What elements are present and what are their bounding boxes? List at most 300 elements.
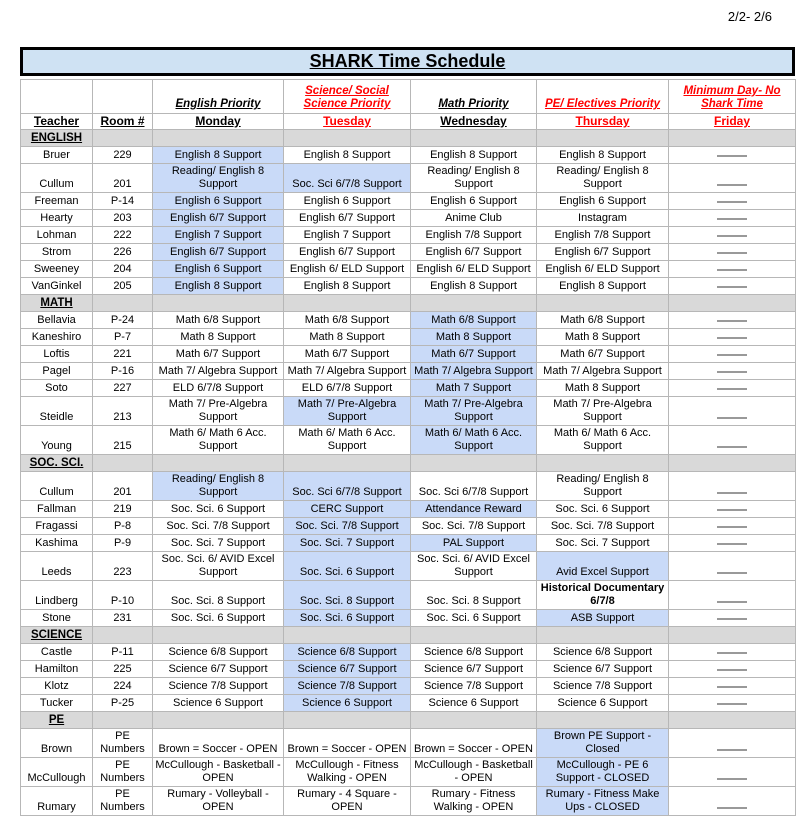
friday-cell bbox=[669, 472, 796, 501]
room-number: 221 bbox=[93, 346, 153, 363]
schedule-cell: Math 6/ Math 6 Acc. Support bbox=[537, 426, 669, 455]
teacher-column-header: Teacher bbox=[21, 114, 93, 130]
priority-header: Science/ Social Science Priority bbox=[284, 80, 411, 114]
schedule-row bbox=[21, 363, 796, 380]
schedule-cell: English 6/7 Support bbox=[284, 210, 411, 227]
schedule-cell: Math 7/ Pre-Algebra Support bbox=[537, 397, 669, 426]
section-name: MATH bbox=[21, 295, 93, 312]
room-number: 231 bbox=[93, 610, 153, 627]
teacher-name: Hamilton bbox=[21, 661, 93, 678]
friday-cell bbox=[669, 278, 796, 295]
schedule-cell: Science 6 Support bbox=[411, 695, 537, 712]
schedule-row bbox=[21, 695, 796, 712]
schedule-cell: Soc. Sci. 6 Support bbox=[411, 610, 537, 627]
schedule-cell: Science 6/7 Support bbox=[411, 661, 537, 678]
schedule-sheet bbox=[20, 47, 795, 816]
friday-blank-line bbox=[717, 523, 747, 528]
teacher-name: Bellavia bbox=[21, 312, 93, 329]
priority-header: Minimum Day- No Shark Time bbox=[669, 80, 796, 114]
schedule-cell: Brown PE Support - Closed bbox=[537, 729, 669, 758]
schedule-cell: PAL Support bbox=[411, 535, 537, 552]
schedule-cell: English 8 Support bbox=[284, 278, 411, 295]
friday-blank-line bbox=[717, 414, 747, 419]
section-empty-cell bbox=[284, 627, 411, 644]
friday-cell bbox=[669, 244, 796, 261]
friday-cell bbox=[669, 210, 796, 227]
friday-blank-line bbox=[717, 283, 747, 288]
schedule-title: SHARK Time Schedule bbox=[309, 51, 506, 71]
friday-cell bbox=[669, 535, 796, 552]
teacher-name: McCullough bbox=[21, 758, 93, 787]
schedule-row bbox=[21, 472, 796, 501]
day-header: Thursday bbox=[537, 114, 669, 130]
schedule-row bbox=[21, 312, 796, 329]
section-header-row bbox=[21, 627, 796, 644]
schedule-cell: McCullough - Basketball - OPEN bbox=[411, 758, 537, 787]
room-number: PE Numbers bbox=[93, 758, 153, 787]
teacher-name: Loftis bbox=[21, 346, 93, 363]
priority-header-row bbox=[21, 80, 796, 114]
schedule-cell: English 8 Support bbox=[284, 147, 411, 164]
schedule-row bbox=[21, 244, 796, 261]
schedule-cell: Brown = Soccer - OPEN bbox=[284, 729, 411, 758]
schedule-cell: Rumary - Volleyball - OPEN bbox=[153, 787, 284, 816]
schedule-cell: Math 6/8 Support bbox=[537, 312, 669, 329]
section-empty-cell bbox=[669, 627, 796, 644]
friday-cell bbox=[669, 552, 796, 581]
room-number: 219 bbox=[93, 501, 153, 518]
schedule-cell: Soc. Sci. 7/8 Support bbox=[411, 518, 537, 535]
schedule-row bbox=[21, 581, 796, 610]
schedule-cell: Science 6/7 Support bbox=[284, 661, 411, 678]
teacher-name: Young bbox=[21, 426, 93, 455]
section-empty-cell bbox=[411, 455, 537, 472]
schedule-row bbox=[21, 380, 796, 397]
friday-cell bbox=[669, 610, 796, 627]
schedule-cell: English 8 Support bbox=[153, 147, 284, 164]
room-number: P-8 bbox=[93, 518, 153, 535]
schedule-cell: English 8 Support bbox=[537, 147, 669, 164]
section-empty-cell bbox=[284, 130, 411, 147]
schedule-cell: Soc. Sci. 7 Support bbox=[153, 535, 284, 552]
teacher-name: Kashima bbox=[21, 535, 93, 552]
schedule-cell: Reading/ English 8 Support bbox=[153, 472, 284, 501]
day-header: Monday bbox=[153, 114, 284, 130]
section-empty-cell bbox=[93, 712, 153, 729]
schedule-cell: Math 6/7 Support bbox=[537, 346, 669, 363]
schedule-cell: ELD 6/7/8 Support bbox=[153, 380, 284, 397]
schedule-cell: English 6 Support bbox=[411, 193, 537, 210]
schedule-cell: Soc. Sci. 7 Support bbox=[284, 535, 411, 552]
teacher-name: Tucker bbox=[21, 695, 93, 712]
friday-cell bbox=[669, 227, 796, 244]
friday-cell bbox=[669, 261, 796, 278]
teacher-name: Brown bbox=[21, 729, 93, 758]
schedule-cell: Soc. Sci. 8 Support bbox=[153, 581, 284, 610]
schedule-cell: Reading/ English 8 Support bbox=[537, 472, 669, 501]
section-empty-cell bbox=[669, 130, 796, 147]
schedule-cell: Reading/ English 8 Support bbox=[537, 164, 669, 193]
schedule-row bbox=[21, 147, 796, 164]
schedule-row bbox=[21, 644, 796, 661]
schedule-cell: English 7 Support bbox=[284, 227, 411, 244]
schedule-cell: Anime Club bbox=[411, 210, 537, 227]
friday-blank-line bbox=[717, 666, 747, 671]
friday-blank-line bbox=[717, 152, 747, 157]
schedule-cell: Soc. Sci. 8 Support bbox=[284, 581, 411, 610]
schedule-cell: Reading/ English 8 Support bbox=[411, 164, 537, 193]
section-empty-cell bbox=[153, 295, 284, 312]
friday-blank-line bbox=[717, 506, 747, 511]
schedule-row bbox=[21, 210, 796, 227]
schedule-cell: Science 6/7 Support bbox=[153, 661, 284, 678]
room-number: P-14 bbox=[93, 193, 153, 210]
teacher-name: Stone bbox=[21, 610, 93, 627]
friday-blank-line bbox=[717, 249, 747, 254]
schedule-cell: Soc. Sci. 6/ AVID Excel Support bbox=[153, 552, 284, 581]
schedule-cell: Avid Excel Support bbox=[537, 552, 669, 581]
schedule-cell: Science 6/8 Support bbox=[411, 644, 537, 661]
section-header-row bbox=[21, 130, 796, 147]
schedule-row bbox=[21, 535, 796, 552]
schedule-cell: English 6 Support bbox=[153, 193, 284, 210]
schedule-cell: Historical Documentary 6/7/8 bbox=[537, 581, 669, 610]
schedule-cell: Soc. Sci. 8 Support bbox=[411, 581, 537, 610]
schedule-cell: Rumary - Fitness Walking - OPEN bbox=[411, 787, 537, 816]
friday-blank-line bbox=[717, 700, 747, 705]
schedule-cell: Math 8 Support bbox=[537, 329, 669, 346]
room-number: 227 bbox=[93, 380, 153, 397]
friday-cell bbox=[669, 501, 796, 518]
teacher-name: Cullum bbox=[21, 164, 93, 193]
schedule-cell: English 8 Support bbox=[153, 278, 284, 295]
section-empty-cell bbox=[669, 712, 796, 729]
teacher-name: Lindberg bbox=[21, 581, 93, 610]
schedule-cell: Soc. Sci. 6 Support bbox=[153, 610, 284, 627]
schedule-cell: Math 6/7 Support bbox=[153, 346, 284, 363]
priority-header: PE/ Electives Priority bbox=[537, 80, 669, 114]
section-empty-cell bbox=[537, 712, 669, 729]
section-empty-cell bbox=[537, 295, 669, 312]
section-empty-cell bbox=[284, 712, 411, 729]
schedule-cell: English 8 Support bbox=[411, 147, 537, 164]
empty-header-cell bbox=[21, 80, 93, 114]
teacher-name: Klotz bbox=[21, 678, 93, 695]
schedule-cell: CERC Support bbox=[284, 501, 411, 518]
friday-cell bbox=[669, 729, 796, 758]
schedule-cell: Science 7/8 Support bbox=[284, 678, 411, 695]
section-empty-cell bbox=[153, 712, 284, 729]
schedule-row bbox=[21, 227, 796, 244]
schedule-cell: Soc. Sci. 7/8 Support bbox=[537, 518, 669, 535]
section-empty-cell bbox=[411, 712, 537, 729]
schedule-cell: English 6/7 Support bbox=[153, 244, 284, 261]
teacher-name: Kaneshiro bbox=[21, 329, 93, 346]
section-empty-cell bbox=[284, 455, 411, 472]
priority-header: English Priority bbox=[153, 80, 284, 114]
schedule-cell: Math 6/8 Support bbox=[284, 312, 411, 329]
schedule-table-body bbox=[21, 80, 796, 816]
schedule-title-bar bbox=[20, 47, 795, 76]
schedule-cell: Science 6 Support bbox=[153, 695, 284, 712]
teacher-name: Cullum bbox=[21, 472, 93, 501]
schedule-cell: McCullough - PE 6 Support - CLOSED bbox=[537, 758, 669, 787]
schedule-cell: Science 7/8 Support bbox=[411, 678, 537, 695]
schedule-cell: Brown = Soccer - OPEN bbox=[411, 729, 537, 758]
schedule-cell: Soc. Sci. 6/ AVID Excel Support bbox=[411, 552, 537, 581]
teacher-name: Strom bbox=[21, 244, 93, 261]
teacher-name: Sweeney bbox=[21, 261, 93, 278]
schedule-cell: Soc. Sci. 7 Support bbox=[537, 535, 669, 552]
teacher-name: Freeman bbox=[21, 193, 93, 210]
schedule-cell: Math 6/8 Support bbox=[411, 312, 537, 329]
teacher-name: Hearty bbox=[21, 210, 93, 227]
section-empty-cell bbox=[411, 295, 537, 312]
friday-blank-line bbox=[717, 804, 747, 809]
teacher-name: Fragassi bbox=[21, 518, 93, 535]
section-header-row bbox=[21, 712, 796, 729]
schedule-row bbox=[21, 729, 796, 758]
room-number: 215 bbox=[93, 426, 153, 455]
section-empty-cell bbox=[537, 455, 669, 472]
schedule-cell: English 6/ ELD Support bbox=[284, 261, 411, 278]
room-number: P-11 bbox=[93, 644, 153, 661]
friday-cell bbox=[669, 329, 796, 346]
teacher-name: Bruer bbox=[21, 147, 93, 164]
schedule-cell: McCullough - Fitness Walking - OPEN bbox=[284, 758, 411, 787]
section-empty-cell bbox=[153, 455, 284, 472]
schedule-cell: Science 6/7 Support bbox=[537, 661, 669, 678]
section-empty-cell bbox=[93, 455, 153, 472]
friday-cell bbox=[669, 397, 796, 426]
schedule-cell: Math 6/ Math 6 Acc. Support bbox=[411, 426, 537, 455]
schedule-cell: Math 7/ Algebra Support bbox=[411, 363, 537, 380]
friday-cell bbox=[669, 518, 796, 535]
section-empty-cell bbox=[93, 130, 153, 147]
friday-blank-line bbox=[717, 775, 747, 780]
schedule-cell: Soc. Sci. 6 Support bbox=[284, 610, 411, 627]
empty-header-cell bbox=[93, 80, 153, 114]
section-empty-cell bbox=[284, 295, 411, 312]
schedule-cell: English 7/8 Support bbox=[411, 227, 537, 244]
friday-cell bbox=[669, 164, 796, 193]
room-number: PE Numbers bbox=[93, 787, 153, 816]
date-range: 2/2- 2/6 bbox=[727, 9, 772, 24]
schedule-cell: Attendance Reward bbox=[411, 501, 537, 518]
schedule-cell: Math 7/ Pre-Algebra Support bbox=[284, 397, 411, 426]
friday-blank-line bbox=[717, 598, 747, 603]
schedule-cell: Math 6/8 Support bbox=[153, 312, 284, 329]
section-empty-cell bbox=[411, 627, 537, 644]
room-number: 204 bbox=[93, 261, 153, 278]
room-number: 225 bbox=[93, 661, 153, 678]
room-number: P-9 bbox=[93, 535, 153, 552]
room-number: 226 bbox=[93, 244, 153, 261]
schedule-row bbox=[21, 501, 796, 518]
friday-cell bbox=[669, 661, 796, 678]
teacher-name: Leeds bbox=[21, 552, 93, 581]
shark-schedule-table bbox=[20, 79, 796, 816]
room-column-header: Room # bbox=[93, 114, 153, 130]
schedule-cell: Math 8 Support bbox=[153, 329, 284, 346]
schedule-row bbox=[21, 518, 796, 535]
schedule-cell: ASB Support bbox=[537, 610, 669, 627]
friday-blank-line bbox=[717, 540, 747, 545]
schedule-cell: Soc. Sci 6/7/8 Support bbox=[284, 164, 411, 193]
schedule-cell: Math 7/ Algebra Support bbox=[153, 363, 284, 380]
schedule-cell: Soc. Sci. 6 Support bbox=[537, 501, 669, 518]
schedule-cell: English 7 Support bbox=[153, 227, 284, 244]
friday-blank-line bbox=[717, 385, 747, 390]
friday-blank-line bbox=[717, 489, 747, 494]
room-number: 224 bbox=[93, 678, 153, 695]
room-number: P-10 bbox=[93, 581, 153, 610]
friday-cell bbox=[669, 380, 796, 397]
friday-cell bbox=[669, 147, 796, 164]
friday-cell bbox=[669, 787, 796, 816]
day-header-row bbox=[21, 114, 796, 130]
friday-blank-line bbox=[717, 443, 747, 448]
teacher-name: VanGinkel bbox=[21, 278, 93, 295]
section-empty-cell bbox=[669, 295, 796, 312]
room-number: 201 bbox=[93, 472, 153, 501]
schedule-row bbox=[21, 552, 796, 581]
friday-blank-line bbox=[717, 569, 747, 574]
friday-blank-line bbox=[717, 334, 747, 339]
schedule-cell: Math 6/ Math 6 Acc. Support bbox=[153, 426, 284, 455]
schedule-cell: Rumary - 4 Square - OPEN bbox=[284, 787, 411, 816]
schedule-cell: Instagram bbox=[537, 210, 669, 227]
schedule-cell: Science 6/8 Support bbox=[284, 644, 411, 661]
friday-cell bbox=[669, 426, 796, 455]
schedule-row bbox=[21, 329, 796, 346]
schedule-cell: Math 7/ Pre-Algebra Support bbox=[411, 397, 537, 426]
section-empty-cell bbox=[93, 295, 153, 312]
friday-cell bbox=[669, 346, 796, 363]
friday-blank-line bbox=[717, 649, 747, 654]
schedule-row bbox=[21, 164, 796, 193]
schedule-cell: English 6 Support bbox=[284, 193, 411, 210]
schedule-cell: English 6/7 Support bbox=[411, 244, 537, 261]
schedule-cell: Math 8 Support bbox=[284, 329, 411, 346]
schedule-cell: Soc. Sci. 6 Support bbox=[153, 501, 284, 518]
schedule-cell: Brown = Soccer - OPEN bbox=[153, 729, 284, 758]
friday-cell bbox=[669, 678, 796, 695]
section-empty-cell bbox=[537, 627, 669, 644]
schedule-cell: McCullough - Basketball - OPEN bbox=[153, 758, 284, 787]
room-number: 205 bbox=[93, 278, 153, 295]
schedule-cell: Science 6 Support bbox=[537, 695, 669, 712]
friday-cell bbox=[669, 644, 796, 661]
schedule-row bbox=[21, 661, 796, 678]
schedule-cell: Reading/ English 8 Support bbox=[153, 164, 284, 193]
room-number: 201 bbox=[93, 164, 153, 193]
friday-blank-line bbox=[717, 368, 747, 373]
schedule-row bbox=[21, 426, 796, 455]
schedule-cell: Science 7/8 Support bbox=[153, 678, 284, 695]
schedule-cell: Math 6/7 Support bbox=[284, 346, 411, 363]
schedule-row bbox=[21, 758, 796, 787]
section-empty-cell bbox=[411, 130, 537, 147]
friday-cell bbox=[669, 363, 796, 380]
teacher-name: Soto bbox=[21, 380, 93, 397]
friday-blank-line bbox=[717, 215, 747, 220]
day-header: Tuesday bbox=[284, 114, 411, 130]
section-name: SOC. SCI. bbox=[21, 455, 93, 472]
teacher-name: Pagel bbox=[21, 363, 93, 380]
room-number: P-25 bbox=[93, 695, 153, 712]
friday-blank-line bbox=[717, 181, 747, 186]
schedule-cell: Math 7 Support bbox=[411, 380, 537, 397]
teacher-name: Fallman bbox=[21, 501, 93, 518]
teacher-name: Steidle bbox=[21, 397, 93, 426]
schedule-cell: Science 6 Support bbox=[284, 695, 411, 712]
friday-blank-line bbox=[717, 317, 747, 322]
schedule-cell: ELD 6/7/8 Support bbox=[284, 380, 411, 397]
schedule-cell: Science 6/8 Support bbox=[537, 644, 669, 661]
friday-blank-line bbox=[717, 198, 747, 203]
schedule-row bbox=[21, 261, 796, 278]
schedule-row bbox=[21, 346, 796, 363]
friday-blank-line bbox=[717, 683, 747, 688]
day-header: Wednesday bbox=[411, 114, 537, 130]
teacher-name: Castle bbox=[21, 644, 93, 661]
room-number: 222 bbox=[93, 227, 153, 244]
friday-cell bbox=[669, 695, 796, 712]
friday-blank-line bbox=[717, 351, 747, 356]
schedule-cell: Soc. Sci 6/7/8 Support bbox=[284, 472, 411, 501]
room-number: P-7 bbox=[93, 329, 153, 346]
schedule-cell: Math 8 Support bbox=[537, 380, 669, 397]
schedule-cell: Math 8 Support bbox=[411, 329, 537, 346]
friday-cell bbox=[669, 758, 796, 787]
friday-cell bbox=[669, 312, 796, 329]
section-empty-cell bbox=[669, 455, 796, 472]
section-empty-cell bbox=[537, 130, 669, 147]
friday-cell bbox=[669, 193, 796, 210]
section-header-row bbox=[21, 455, 796, 472]
friday-blank-line bbox=[717, 615, 747, 620]
schedule-cell: English 8 Support bbox=[537, 278, 669, 295]
schedule-cell: English 6 Support bbox=[537, 193, 669, 210]
schedule-row bbox=[21, 610, 796, 627]
section-name: PE bbox=[21, 712, 93, 729]
schedule-cell: Science 7/8 Support bbox=[537, 678, 669, 695]
schedule-cell: Math 7/ Algebra Support bbox=[537, 363, 669, 380]
schedule-cell: English 7/8 Support bbox=[537, 227, 669, 244]
schedule-cell: Soc. Sci. 7/8 Support bbox=[284, 518, 411, 535]
friday-cell bbox=[669, 581, 796, 610]
section-empty-cell bbox=[153, 627, 284, 644]
room-number: P-16 bbox=[93, 363, 153, 380]
room-number: 213 bbox=[93, 397, 153, 426]
schedule-cell: English 6/7 Support bbox=[153, 210, 284, 227]
schedule-cell: Math 6/7 Support bbox=[411, 346, 537, 363]
section-empty-cell bbox=[153, 130, 284, 147]
schedule-cell: Soc. Sci. 7/8 Support bbox=[153, 518, 284, 535]
friday-blank-line bbox=[717, 232, 747, 237]
day-header: Friday bbox=[669, 114, 796, 130]
schedule-cell: English 6/ ELD Support bbox=[537, 261, 669, 278]
schedule-row bbox=[21, 193, 796, 210]
section-name: ENGLISH bbox=[21, 130, 93, 147]
schedule-cell: Math 7/ Pre-Algebra Support bbox=[153, 397, 284, 426]
schedule-cell: Soc. Sci 6/7/8 Support bbox=[411, 472, 537, 501]
teacher-name: Lohman bbox=[21, 227, 93, 244]
schedule-cell: Rumary - Fitness Make Ups - CLOSED bbox=[537, 787, 669, 816]
schedule-row bbox=[21, 678, 796, 695]
section-empty-cell bbox=[93, 627, 153, 644]
